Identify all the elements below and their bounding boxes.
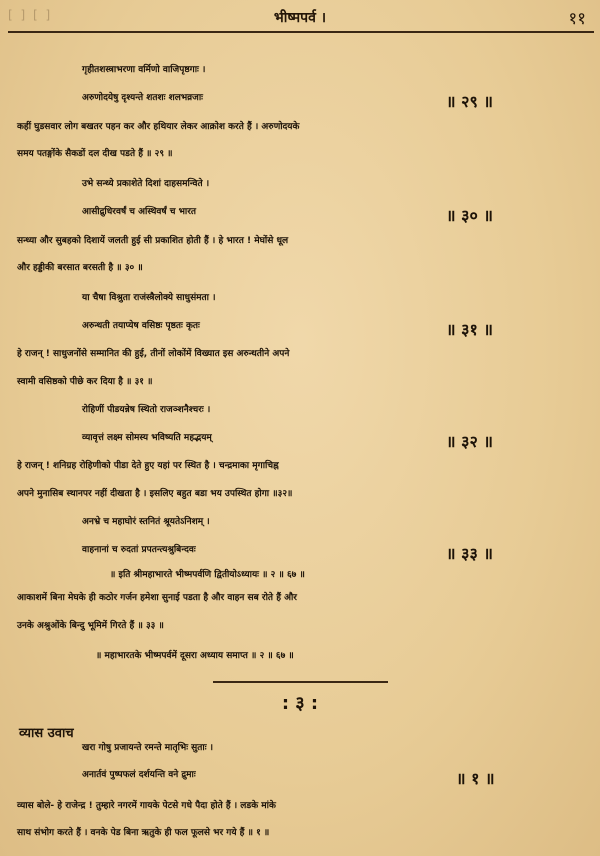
sanskrit-verse-line: या चैषा विश्रुता राजंस्त्रैलोक्ये साधुसंमता । <box>82 293 216 303</box>
running-title: भीष्मपर्व । <box>273 10 327 26</box>
translation-line: व्यास बोले- हे राजेन्द्र ! तुम्हारे नगरमें गायके पेटसे गधे पैदा होते हैं । लडके मांके <box>17 801 276 811</box>
colophon-hindi: ॥ महाभारतके भीष्मपर्वमें दूसरा अध्याय समाप्त ॥ २ ॥ ६७ ॥ <box>96 651 294 661</box>
sanskrit-verse-line: गृहीतशस्त्राभरणा वर्मिणो वाजिपृष्ठगाः । <box>82 65 206 75</box>
verse-number: ॥ ३१ ॥ <box>446 320 493 339</box>
sanskrit-verse-line: वाहनानां च रुदतां प्रपतन्त्यश्रुबिन्दवः <box>82 545 196 555</box>
sanskrit-verse-line: अनार्तवं पुष्पफलं दर्शयन्ति वने द्रुमाः <box>82 770 196 780</box>
translation-line: हे राजन् ! शनिग्रह रोहिणीको पीडा देते हुए यहां पर स्थित है । चन्द्रमाका मृगाचिह्न <box>17 461 279 471</box>
translation-line: उनके अश्रुओंके बिन्दु भूमिमें गिरते हैं ॥ ३३ ॥ <box>17 621 164 631</box>
translation-line: हे राजन् ! साधुजनोंसे सम्मानित की हुई, तीनों लोकोंमें विख्यात इस अरुन्धतीने अपने <box>17 349 290 359</box>
translation-line: अपने मुनासिब स्थानपर नहीं दीखता है । इसलिए बहुत बडा भय उपस्थित होगा ॥३२॥ <box>17 489 293 499</box>
page-header <box>0 6 600 28</box>
translation-line: समय पतङ्गोंके सैकडों दल दीख पडते हैं ॥ २९ ॥ <box>17 149 173 159</box>
translation-line: सन्ध्या और सुबहको दिशायें जलती हुई सी प्रकाशित होती हैं । हे भारत ! मेघोंसे धूल <box>17 236 289 246</box>
verse-number: ॥ ३३ ॥ <box>446 544 493 563</box>
translation-line: साथ संभोग करते हैं । वनके पेड बिना ऋतुके ही फल फूलसे भर गये हैं ॥ १ ॥ <box>17 828 270 838</box>
translation-line: और हड्डीकी बरसात बरसती है ॥ ३० ॥ <box>17 263 143 273</box>
sanskrit-verse-line: व्यावृत्तं लक्ष्म सोमस्य भविष्यति महद्भयम् <box>82 433 212 443</box>
sanskrit-verse-line: अरुन्धती तयाप्येष वसिष्ठः पृष्ठतः कृतः <box>82 321 200 331</box>
verse-number: ॥ ३० ॥ <box>446 206 493 225</box>
chapter-divider <box>213 681 388 683</box>
sanskrit-verse-line: अरुणोदयेषु दृश्यन्ते शतशः शलभव्रजाः <box>82 93 203 103</box>
verse-number: ॥ १ ॥ <box>456 769 495 788</box>
translation-line: स्वामी वसिष्ठको पीछे कर दिया है ॥ ३१ ॥ <box>17 377 153 387</box>
sanskrit-verse-line: खरा गोषु प्रजायन्ते रमन्ते मातृभिः सुताः । <box>82 743 214 753</box>
header-rule <box>8 31 594 33</box>
sanskrit-verse-line: अनभ्रे च महाघोरं स्तनितं श्रूयतेऽनिशम् । <box>82 517 210 527</box>
speaker-label: व्यास उवाच <box>19 726 74 741</box>
page-number: ११ <box>568 9 586 29</box>
bleed-through-text: [ ] [ ] <box>8 8 53 22</box>
verse-number: ॥ २९ ॥ <box>446 92 493 111</box>
translation-line: आकाशमें बिना मेघके ही कठोर गर्जन हमेशा सुनाई पडता है और वाहन सब रोते हैं और <box>17 593 297 603</box>
verse-number: ॥ ३२ ॥ <box>446 432 493 451</box>
sanskrit-verse-line: उभे सन्ध्ये प्रकाशेते दिशां दाहसमन्विते । <box>82 179 210 189</box>
translation-line: कहीं घुडसवार लोग बखतर पहन कर और हथियार लेकर आक्रोश करते हैं । अरुणोदयके <box>17 122 300 132</box>
chapter-heading: : ३ : <box>281 693 319 714</box>
sanskrit-verse-line: आसीद्रुधिरवर्षं च अस्थिवर्षं च भारत <box>82 207 197 217</box>
colophon-sanskrit: ॥ इति श्रीमहाभारते भीष्मपर्वणि द्वितीयोऽध्यायः ॥ २ ॥ ६७ ॥ <box>110 570 305 580</box>
sanskrit-verse-line: रोहिणीं पीडयन्नेष स्थितो राजञ्शनैश्चरः । <box>82 405 211 415</box>
